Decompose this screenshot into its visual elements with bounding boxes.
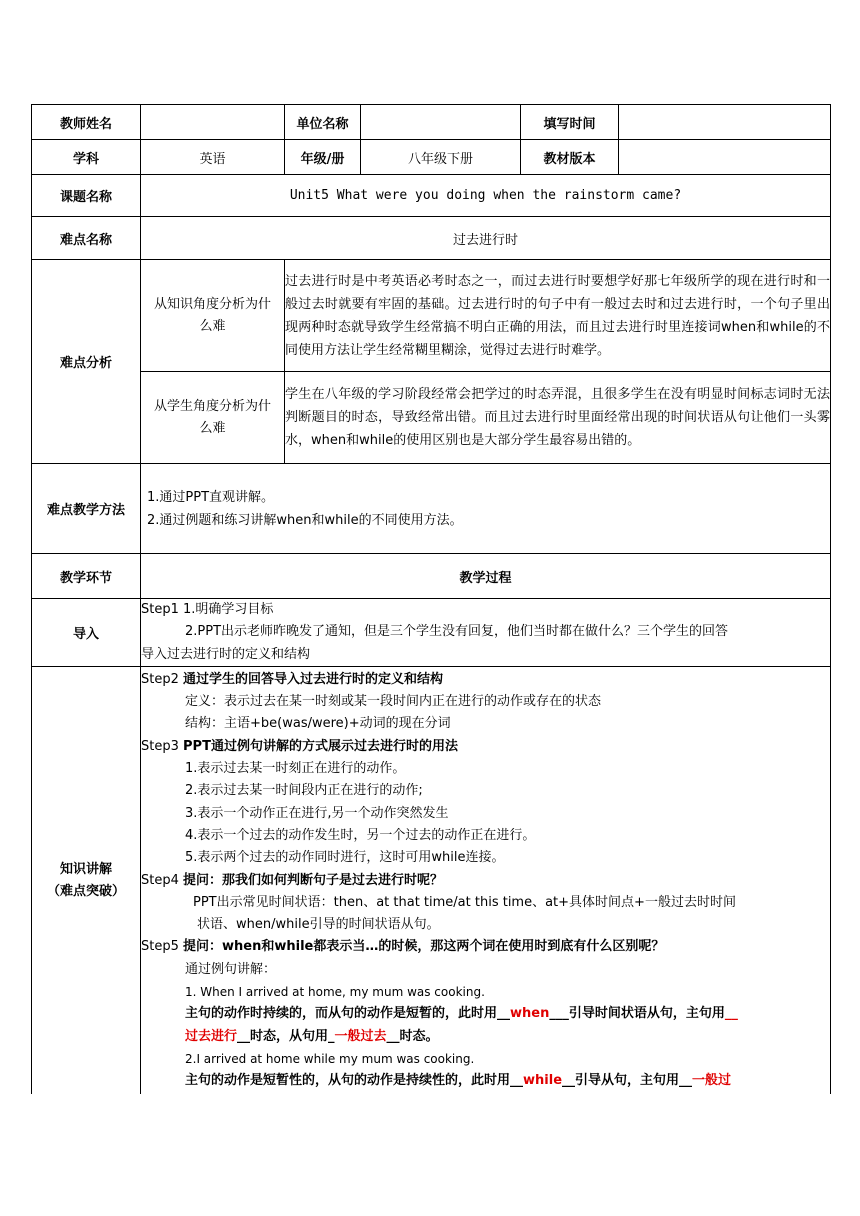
difficulty-label: 难点名称	[32, 217, 141, 260]
rule2-part-b: __引导从句，主句用__	[562, 1073, 693, 1089]
teacher-name-value	[141, 105, 285, 140]
rule-2	[141, 1070, 830, 1092]
example-intro: 通过例句讲解：	[185, 961, 277, 977]
step5-title: 提问：when和while都表示当…的时候，那这两个词在使用时到底有什么区别呢？	[183, 939, 665, 955]
definition-line: 定义：表示过去在某一时刻或某一段时间内正在进行的动作或存在的状态	[185, 694, 602, 710]
method-label: 难点教学方法	[32, 464, 141, 554]
knowledge-content	[141, 666, 831, 1094]
intro-line-2: 2.PPT出示老师昨晚发了通知，但是三个学生没有回复，他们当时都在做什么？三个学生的回答	[185, 624, 729, 640]
rule1-part-d: __时态，从句用_	[237, 1028, 335, 1044]
date-value	[619, 105, 831, 140]
knowledge-label	[32, 666, 141, 1094]
intro-line-1: Step1 1.明确学习目标	[141, 602, 274, 617]
analysis-label: 难点分析	[32, 260, 141, 464]
rule1-part-e: __时态。	[386, 1028, 439, 1044]
method-line-1: 1.通过PPT直观讲解。	[147, 489, 275, 505]
teacher-name-label: 教师姓名	[32, 105, 141, 140]
rule1-past-continuous: 过去进行	[185, 1028, 238, 1044]
edition-label: 教材版本	[521, 140, 619, 175]
step4-line-2: 状语、when/while引导的时间状语从句。	[197, 917, 440, 933]
rule1-part-a: 主句的动作时持续的，而从句的动作是短暂的，此时用__	[185, 1006, 511, 1022]
topic-value: Unit5 What were you doing when the rainstorm came?	[141, 175, 831, 217]
rule1-part-c: __	[724, 1006, 738, 1022]
intro-content	[141, 599, 831, 667]
rule2-while: while	[523, 1073, 563, 1089]
method-content	[141, 464, 831, 554]
rule1-part-b: ___引导时间状语从句，主句用	[549, 1006, 725, 1022]
step4-line-1: PPT出示常见时间状语：then、at that time/at this time、at+具体时间点+一般过去时时间	[193, 894, 736, 910]
unit-label: 单位名称	[285, 105, 361, 140]
example-2: 2.I arrived at home while my mum was cooking.	[185, 1051, 475, 1066]
knowledge-label-line-2: （难点突破）	[46, 883, 125, 899]
rule2-past-simple: 一般过	[692, 1073, 732, 1089]
step2-title: 通过学生的回答导入过去进行时的定义和结构	[183, 671, 444, 687]
rule-1	[141, 1003, 830, 1025]
topic-label: 课题名称	[32, 175, 141, 217]
intro-line-3: 导入过去进行时的定义和结构	[141, 646, 311, 662]
example-1: 1. When I arrived at home, my mum was cooking.	[185, 985, 485, 1000]
step5-prefix: Step5	[141, 939, 179, 955]
subject-label: 学科	[32, 140, 141, 175]
knowledge-angle-text: 过去进行时是中考英语必考时态之一，而过去进行时要想学好那七年级所学的现在进行时和一般过去时就要有牢固的基础。过去进行时的句子中有一般过去时和过去进行时，一个句子里出现两种时态就导致学生经常搞不明白正确的用法，而且过去进行时里连接词when和while的不同使用方法让学生经常糊里糊涂，觉得过去进行时难学。	[285, 260, 831, 372]
step4-prefix: Step4	[141, 872, 179, 888]
difficulty-value: 过去进行时	[141, 217, 831, 260]
grade-value: 八年级下册	[361, 140, 521, 175]
usage-2: 2.表示过去某一时间段内正在进行的动作;	[185, 783, 423, 799]
structure-line: 结构：主语+be(was/were)+动词的现在分词	[185, 716, 451, 732]
lesson-plan-table	[31, 104, 831, 1094]
usage-5: 5.表示两个过去的动作同时进行，这时可用while连接。	[185, 850, 505, 866]
date-label: 填写时间	[521, 105, 619, 140]
knowledge-angle-label: 从知识角度分析为什么难	[141, 260, 285, 372]
student-angle-text: 学生在八年级的学习阶段经常会把学过的时态弄混，且很多学生在没有明显时间标志词时无法判断题目的时态，导致经常出错。而且过去进行时里面经常出现的时间状语从句让他们一头雾水，when和while的使用区别也是大部分学生最容易出错的。	[285, 372, 831, 464]
step3-title: PPT通过例句讲解的方式展示过去进行时的用法	[183, 738, 458, 754]
stage-header: 教学环节	[32, 554, 141, 599]
student-angle-label: 从学生角度分析为什么难	[141, 372, 285, 464]
grade-label: 年级/册	[285, 140, 361, 175]
intro-label: 导入	[32, 599, 141, 667]
usage-4: 4.表示一个过去的动作发生时，另一个过去的动作正在进行。	[185, 827, 536, 843]
rule-1-cont	[141, 1026, 830, 1048]
step2-prefix: Step2	[141, 671, 179, 687]
rule1-when: when	[510, 1006, 550, 1022]
step4-title: 提问：那我们如何判断句子是过去进行时呢？	[183, 872, 444, 888]
usage-1: 1.表示过去某一时刻正在进行的动作。	[185, 761, 406, 777]
unit-value	[361, 105, 521, 140]
rule2-part-a: 主句的动作是短暂性的，从句的动作是持续性的，此时用__	[185, 1073, 524, 1089]
knowledge-label-line-1: 知识讲解	[59, 861, 112, 877]
step3-prefix: Step3	[141, 738, 179, 754]
subject-value: 英语	[141, 140, 285, 175]
method-line-2: 2.通过例题和练习讲解when和while的不同使用方法。	[147, 512, 463, 528]
rule1-past-simple: 一般过去	[334, 1028, 387, 1044]
usage-3: 3.表示一个动作正在进行,另一个动作突然发生	[185, 805, 449, 821]
process-header: 教学过程	[141, 554, 831, 599]
edition-value	[619, 140, 831, 175]
